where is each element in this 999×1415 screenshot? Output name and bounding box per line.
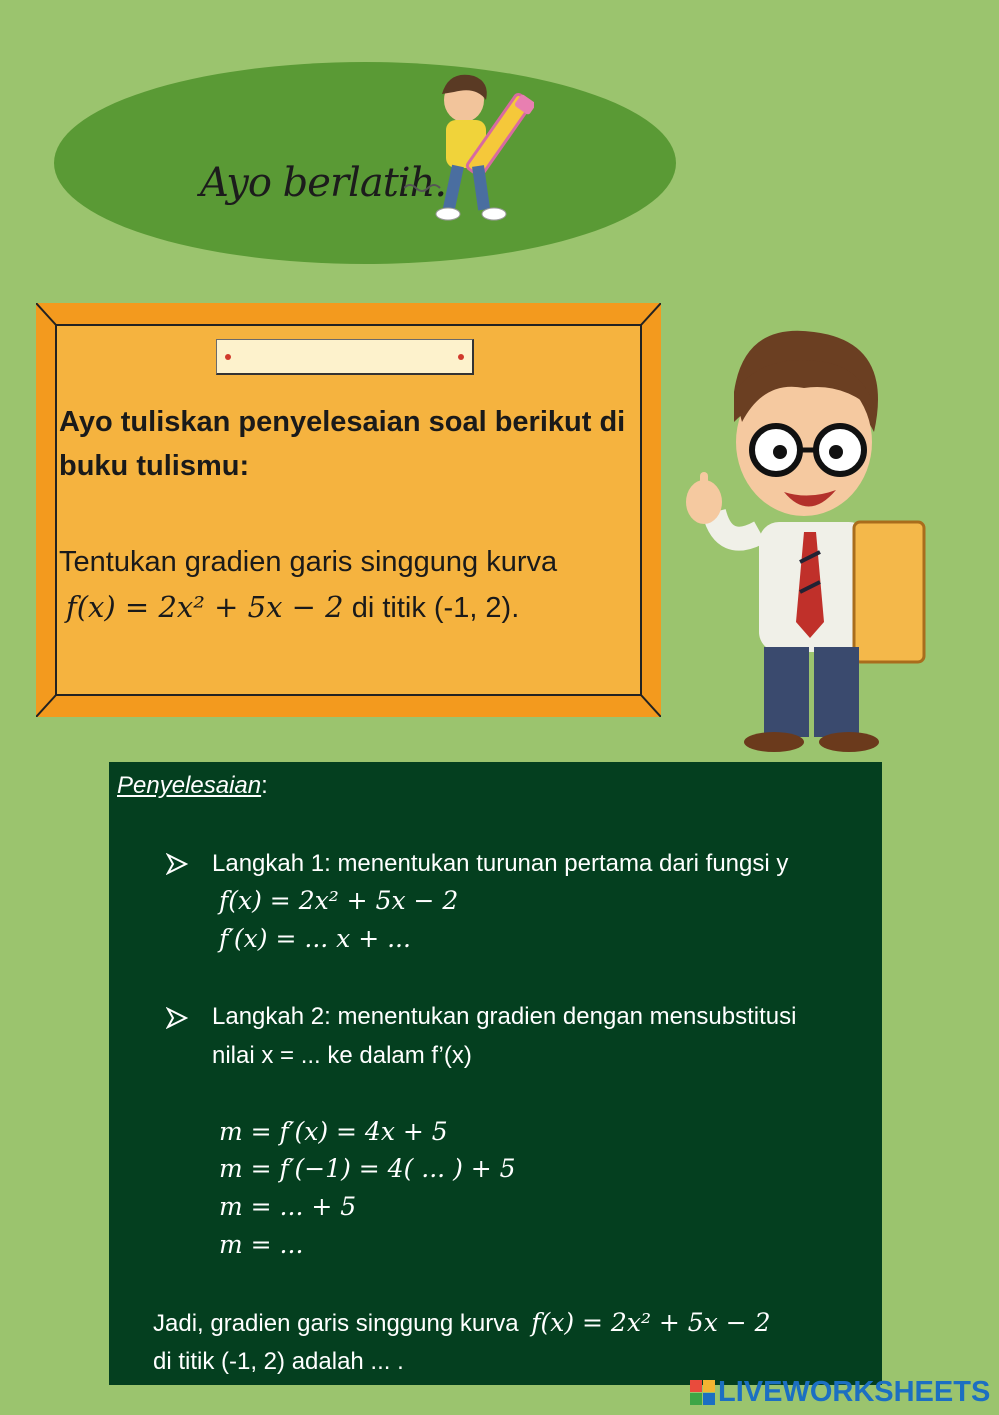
solution-heading xyxy=(117,772,268,800)
step2-equation-1: m = f′(x) = 4x + 5 xyxy=(219,1117,448,1146)
step1-equation-2: f′(x) = ... x + ... xyxy=(219,924,411,953)
conclusion-line-1 xyxy=(153,1308,771,1338)
step2-label-line2: nilai x = ... ke dalam f’(x) xyxy=(212,1042,472,1069)
conclusion-text: Jadi, gradien garis singgung kurva xyxy=(153,1310,519,1337)
question-prompt: Tentukan gradien garis singgung kurva xyxy=(59,546,558,578)
liveworksheets-logo-icon xyxy=(690,1380,716,1406)
question-function-line xyxy=(66,590,519,625)
marker-dot-icon xyxy=(458,354,464,360)
step2-label-line1: Langkah 2: menentukan gradien dengan mensubstitusi xyxy=(212,1003,797,1030)
conclusion-line-2: di titik (-1, 2) adalah ... . xyxy=(153,1348,404,1375)
marker-dot-icon xyxy=(225,354,231,360)
conclusion-function: f(x) = 2x² + 5x − 2 xyxy=(531,1308,771,1337)
kid-with-pencil-illustration xyxy=(404,70,534,226)
answer-input-box[interactable] xyxy=(216,339,474,375)
question-function: f(x) = 2x² + 5x − 2 xyxy=(66,590,344,624)
page-title: Ayo berlatih. xyxy=(200,160,447,206)
step1-label: Langkah 1: menentukan turunan pertama dari fungsi y xyxy=(212,850,789,877)
step2-equation-2: m = f′(−1) = 4( ... ) + 5 xyxy=(219,1154,516,1183)
step1-equation-1: f(x) = 2x² + 5x − 2 xyxy=(219,886,459,915)
liveworksheets-logo-text[interactable]: LIVEWORKSHEETS xyxy=(718,1376,991,1408)
solution-heading-suffix: : xyxy=(261,772,268,799)
arrow-bullet-icon xyxy=(166,1007,188,1029)
solution-panel xyxy=(109,762,882,1385)
teacher-illustration xyxy=(664,322,954,762)
solution-heading-text: Penyelesaian xyxy=(117,772,262,799)
question-point: di titik (-1, 2). xyxy=(351,592,520,624)
step2-equation-4: m = ... xyxy=(219,1230,304,1259)
arrow-bullet-icon xyxy=(166,853,188,875)
question-instruction: Ayo tuliskan penyelesaian soal berikut di buku tulismu: xyxy=(59,406,626,482)
step2-equation-3: m = ... + 5 xyxy=(219,1192,357,1221)
